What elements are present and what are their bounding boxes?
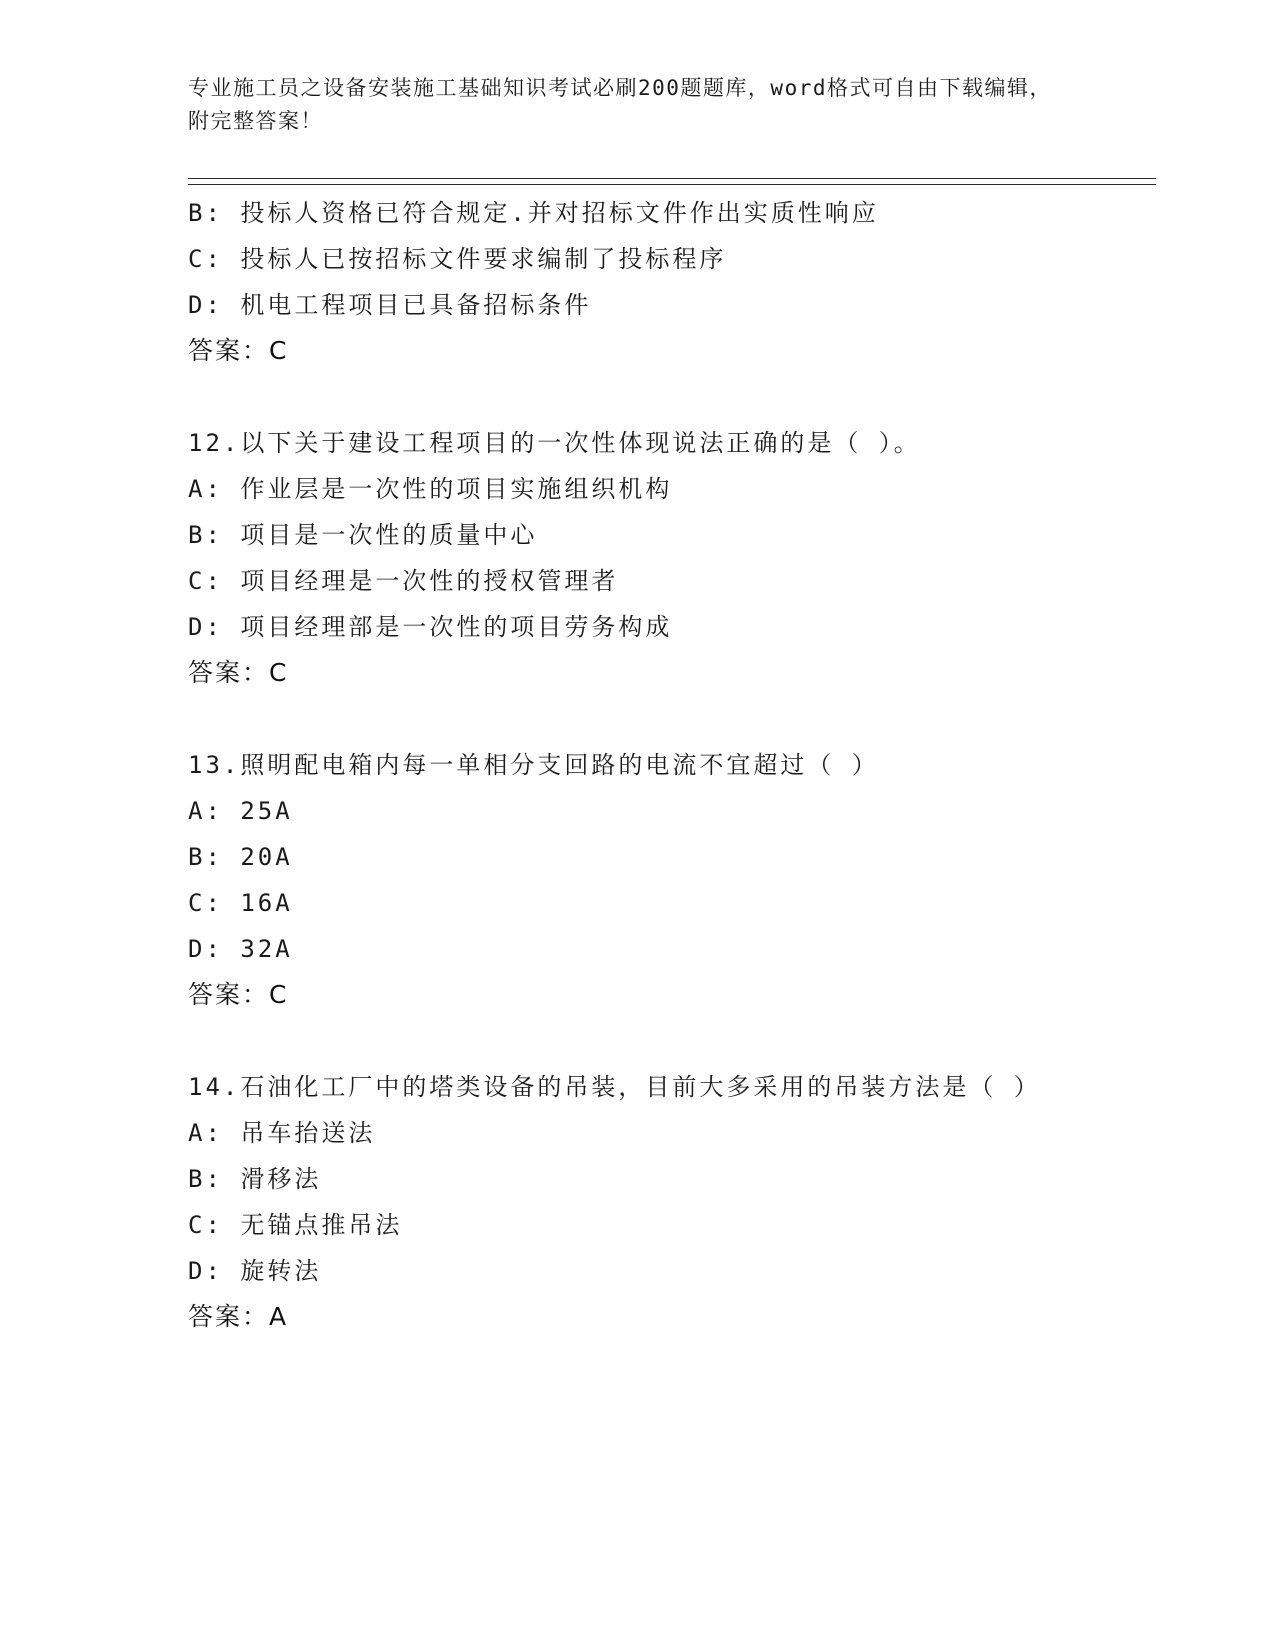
option-c: C: 项目经理是一次性的授权管理者 (188, 567, 619, 595)
answer-text: 答案：C (188, 658, 289, 687)
question-list (188, 190, 1108, 1340)
answer-text: 答案：C (188, 980, 289, 1009)
option-d: D: 机电工程项目已具备招标条件 (188, 291, 592, 319)
spacer (188, 1018, 1108, 1064)
option-c: C: 无锚点推吊法 (188, 1211, 403, 1239)
option-b: B: 投标人资格已符合规定.并对招标文件作出实质性响应 (188, 199, 879, 227)
question-block-13 (188, 742, 1108, 1018)
option-d: D: 项目经理部是一次性的项目劳务构成 (188, 613, 673, 641)
option-d: D: 旋转法 (188, 1257, 322, 1285)
option-c: C: 投标人已按招标文件要求编制了投标程序 (188, 245, 727, 273)
option-b: B: 项目是一次性的质量中心 (188, 521, 538, 549)
option-b: B: 20A (188, 843, 293, 871)
answer-text: 答案：A (188, 1302, 289, 1331)
question-block-14 (188, 1064, 1108, 1340)
question-text: 13.照明配电箱内每一单相分支回路的电流不宜超过（ ） (188, 751, 879, 779)
question-block-11 (188, 190, 1108, 374)
option-a: A: 作业层是一次性的项目实施组织机构 (188, 475, 673, 503)
document-header: 专业施工员之设备安装施工基础知识考试必刷200题题库，word格式可自由下载编辑，附完整答案！ (188, 76, 1052, 133)
question-block-12 (188, 420, 1108, 696)
option-a: A: 吊车抬送法 (188, 1119, 376, 1147)
spacer (188, 374, 1108, 420)
option-a: A: 25A (188, 797, 293, 825)
option-b: B: 滑移法 (188, 1165, 322, 1193)
option-c: C: 16A (188, 889, 293, 917)
question-text: 12.以下关于建设工程项目的一次性体现说法正确的是（ ）。 (188, 429, 921, 457)
header-divider-top (188, 178, 1156, 179)
header-divider-bottom (188, 184, 1156, 185)
option-d: D: 32A (188, 935, 293, 963)
question-text: 14.石油化工厂中的塔类设备的吊装，目前大多采用的吊装方法是（ ） (188, 1073, 1041, 1101)
spacer (188, 696, 1108, 742)
answer-text: 答案：C (188, 336, 289, 365)
